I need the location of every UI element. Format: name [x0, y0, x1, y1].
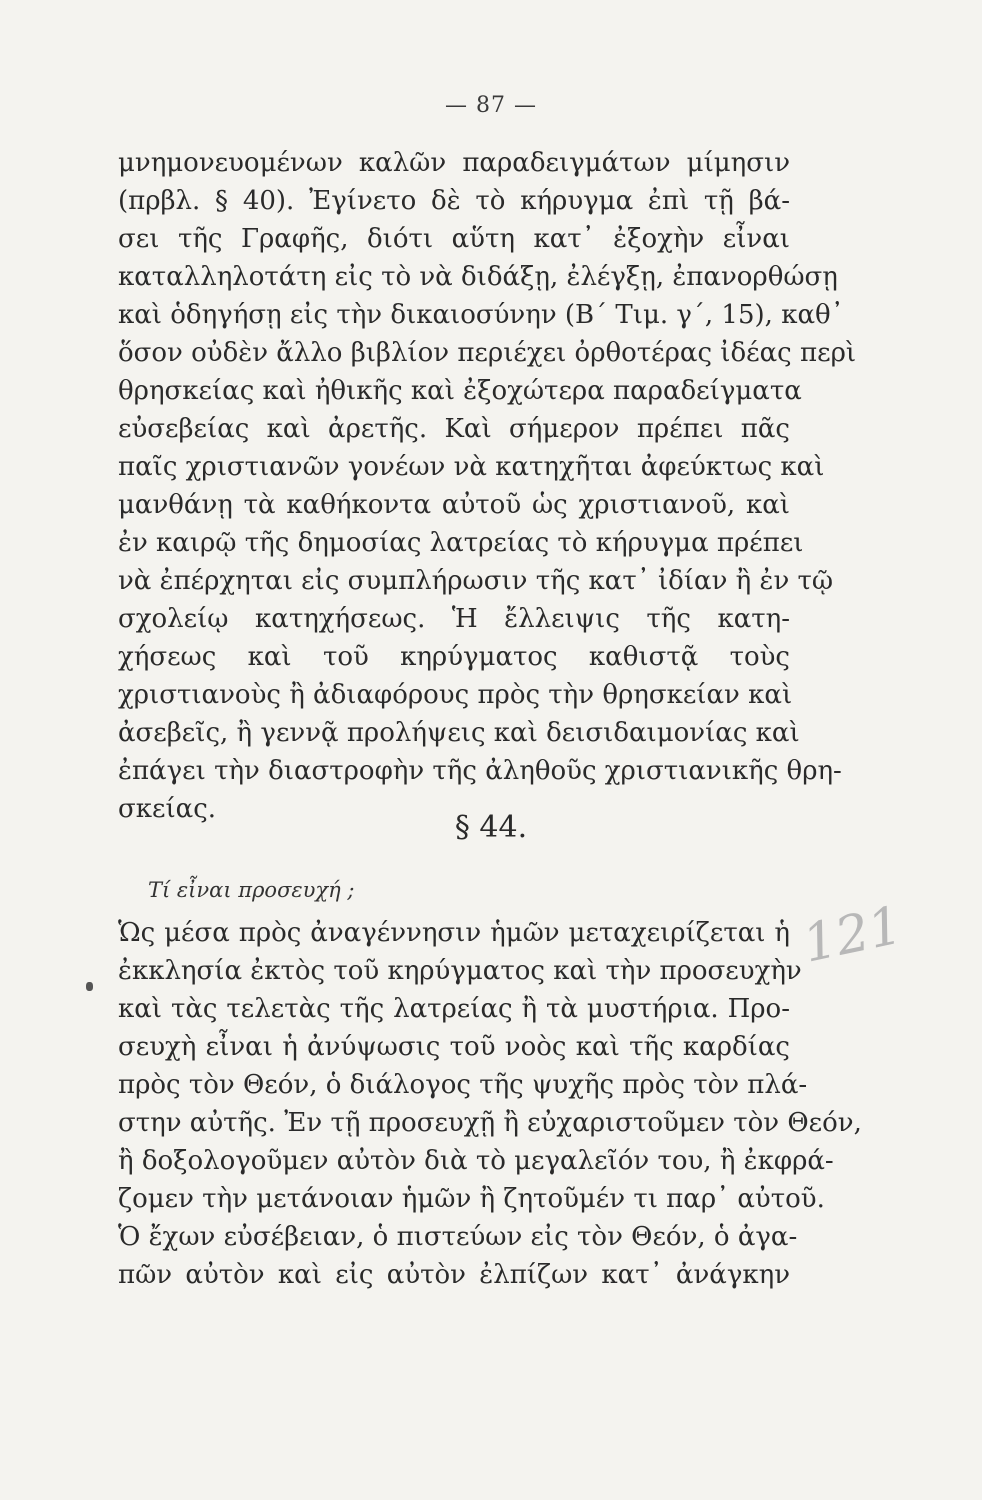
text-line: ὅσον οὐδὲν ἄλλο βιβλίον περιέχει ὀρθοτέρας ἰδέας περὶ	[118, 338, 857, 368]
text-line: καὶ τὰς τελετὰς τῆς λατρείας ἢ τὰ μυστήρια. Προ-	[118, 994, 790, 1024]
text-line: σκείας.	[118, 794, 217, 824]
text-line: καταλληλοτάτη εἰς τὸ νὰ διδάξῃ, ἐλέγξῃ, ἐπανορθώσῃ	[118, 262, 838, 292]
text-line: καὶ ὁδηγήσῃ εἰς τὴν δικαιοσύνην (Β΄ Τιμ. γ΄, 15), καθ᾽	[118, 300, 844, 330]
text-line: ἀσεβεῖς, ἢ γεννᾷ προλήψεις καὶ δεισιδαιμονίας καὶ	[118, 718, 800, 748]
text-line: πῶν αὐτὸν καὶ εἰς αὐτὸν ἐλπίζων κατ᾽ ἀνάγκην	[118, 1260, 790, 1290]
text-line: θρησκείας καὶ ἠθικῆς καὶ ἐξοχώτερα παραδείγματα	[118, 376, 802, 406]
text-line: σευχὴ εἶναι ἡ ἀνύψωσις τοῦ νοὸς καὶ τῆς καρδίας	[118, 1032, 790, 1062]
section-heading: § 44.	[454, 810, 528, 845]
text-line: μανθάνῃ τὰ καθήκοντα αὐτοῦ ὡς χριστιανοῦ, καὶ	[118, 490, 790, 520]
text-line: ἢ δοξολογοῦμεν αὐτὸν διὰ τὸ μεγαλεῖόν του, ἢ ἐκφρά-	[118, 1146, 834, 1176]
text-line: (πρβλ. § 40). Ἐγίνετο δὲ τὸ κήρυγμα ἐπὶ τῇ βά-	[118, 186, 790, 216]
text-line: νὰ ἐπέρχηται εἰς συμπλήρωσιν τῆς κατ᾽ ἰδίαν ἢ ἐν τῷ	[118, 566, 834, 596]
text-line: χήσεως καὶ τοῦ κηρύγματος καθιστᾷ τοὺς	[118, 642, 790, 672]
text-line: στην αὐτῆς. Ἐν τῇ προσευχῇ ἢ εὐχαριστοῦμεν τὸν Θεόν,	[118, 1108, 862, 1138]
text-line: ἐπάγει τὴν διαστροφὴν τῆς ἀληθοῦς χριστιανικῆς θρη-	[118, 756, 842, 786]
text-line: ζομεν τὴν μετάνοιαν ἡμῶν ἢ ζητοῦμέν τι παρ᾽ αὐτοῦ.	[118, 1184, 825, 1214]
text-line: εὐσεβείας καὶ ἀρετῆς. Καὶ σήμερον πρέπει πᾶς	[118, 414, 790, 444]
text-line: Ὡς μέσα πρὸς ἀναγέννησιν ἡμῶν μεταχειρίζεται ἡ	[118, 918, 790, 948]
text-line: παῖς χριστιανῶν γονέων νὰ κατηχῆται ἀφεύκτως καὶ	[118, 452, 825, 482]
question-heading: Τί εἶναι προσευχή ;	[148, 878, 355, 902]
text-line: ἐν καιρῷ τῆς δημοσίας λατρείας τὸ κήρυγμα πρέπει	[118, 528, 804, 558]
ink-mark	[86, 982, 93, 991]
text-line: σχολείῳ κατηχήσεως. Ἡ ἔλλειψις τῆς κατη-	[118, 604, 790, 634]
text-line: πρὸς τὸν Θεόν, ὁ διάλογος τῆς ψυχῆς πρὸς τὸν πλά-	[118, 1070, 808, 1100]
text-line: Ὁ ἔχων εὐσέβειαν, ὁ πιστεύων εἰς τὸν Θεόν, ὁ ἀγα-	[118, 1222, 798, 1252]
page-number: — 87 —	[445, 93, 537, 118]
handwritten-margin-note: 121	[797, 895, 908, 975]
text-line: ἐκκλησία ἐκτὸς τοῦ κηρύγματος καὶ τὴν προσευχὴν	[118, 956, 802, 986]
text-line: χριστιανοὺς ἢ ἀδιαφόρους πρὸς τὴν θρησκείαν καὶ	[118, 680, 793, 710]
text-line: μνημονευομένων καλῶν παραδειγμάτων μίμησιν	[118, 148, 790, 178]
text-line: σει τῆς Γραφῆς, διότι αὕτη κατ᾽ ἐξοχὴν εἶναι	[118, 224, 790, 254]
